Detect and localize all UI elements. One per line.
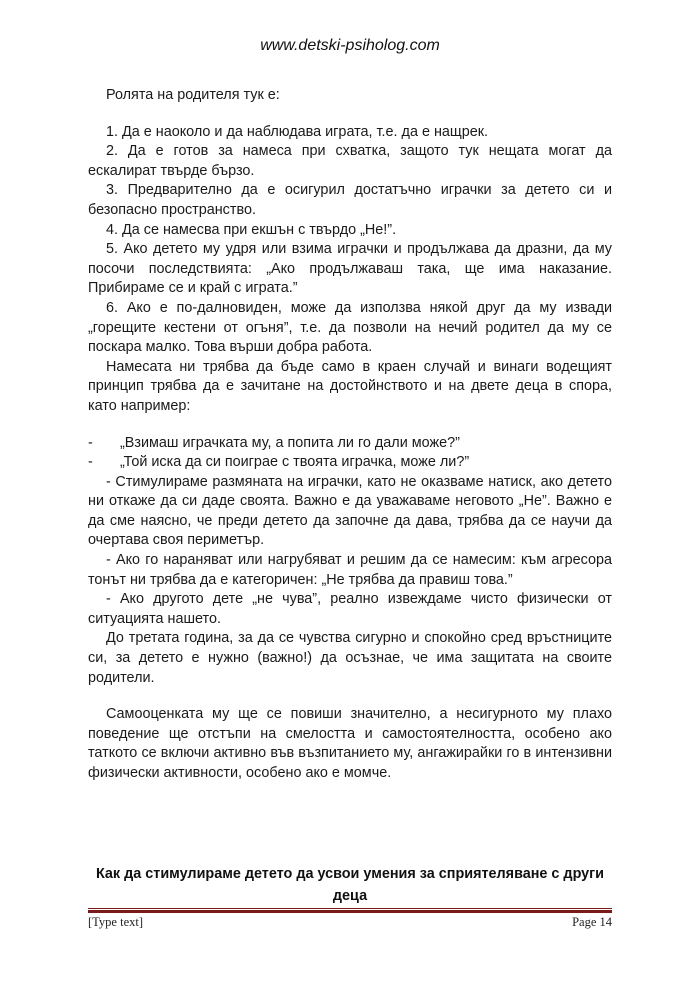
- dash-item: [88, 551, 612, 590]
- dash-marker: -: [106, 473, 116, 490]
- intervention-paragraph: Намесата ни трябва да бъде само в краен случай и винаги водещият принцип трябва да е зачитане на достойнството и на двете деца в спора, като например:: [88, 358, 612, 414]
- intro-line: Ролята на родителя тук е:: [106, 87, 280, 103]
- footer-placeholder-text: [Type text]: [88, 915, 144, 929]
- footer-rule: [88, 910, 612, 913]
- spacer: [88, 688, 612, 705]
- numbered-item: 1. Да е наоколо и да наблюдава играта, т.е. да е нащрек.: [106, 123, 489, 140]
- dash-marker: -: [88, 434, 93, 451]
- dash-item-text: Ако го нараняват или нагрубяват и решим да се намесим: към агресора тонът ни трябва да е категоричен: „Не трябва да правиш това.”: [88, 552, 612, 588]
- dash-item-text: Стимулираме размяната на играчки, като не оказваме натиск, ако детето ни откаже да си даде своята. Важно е да уважаваме неговото „Не”. Важно е да сме наясно, че преди детето да започне да дава, трябва да се научи да очертава своя периметър.: [88, 473, 612, 549]
- dash-item: [88, 434, 612, 454]
- dash-marker: -: [88, 454, 93, 471]
- dash-item: [88, 590, 612, 629]
- numbered-item: 3. Предварително да е осигурил достатъчно играчки за детето си и безопасно пространство.: [88, 182, 612, 218]
- dash-marker: -: [106, 591, 120, 608]
- spacer: [88, 417, 612, 434]
- dash-item: [88, 473, 612, 551]
- footer-rule: [88, 908, 612, 909]
- section-heading: Как да стимулираме детето да усвои умения за сприятеляване с други деца: [95, 866, 605, 904]
- page-number: Page 14: [572, 915, 612, 929]
- numbered-item: 4. Да се намесва при екшън с твърдо „Не!”.: [106, 221, 397, 238]
- numbered-item: 2. Да е готов за намеса при схватка, защото тук нещата могат да ескалират твърде бързо.: [88, 143, 612, 179]
- numbered-item: 6. Ако е по-далновиден, може да използва някой друг да му извади „горещите кестени от огъня”, т.е. да позволи на нечий родител да му се поскара малко. Това върши добра работа.: [88, 299, 612, 356]
- header-url: www.detski-psiholog.com: [260, 37, 440, 54]
- body-text: [88, 86, 612, 784]
- self-esteem-paragraph: Самооценката му ще се повиши значително, а несигурното му плахо поведение ще отстъпи на смелостта и самостоятелността, особено ако таткото се включи активно във възпитанието му, ангажирайки го в интензивни физически активности, особено ако е момче.: [88, 706, 612, 781]
- dash-item-text: Ако другото дете „не чува”, реално извеждаме чисто физически от ситуацията нашето.: [88, 591, 613, 627]
- dash-item: [88, 453, 612, 473]
- dash-item-text: „Той иска да си поиграе с твоята играчка, може ли?”: [120, 454, 470, 471]
- third-year-paragraph: До третата година, за да се чувства сигурно и спокойно сред връстниците си, за детето е нужно (важно!) да осъзнае, че има защитата на своите родители.: [88, 630, 612, 686]
- dash-item-text: „Взимаш играчката му, а попита ли го дали може?”: [120, 434, 460, 451]
- numbered-item: 5. Ако детето му удря или взима играчки и продължава да дразни, да му посочи последствията: „Ако продължаваш така, ще има наказание. Прибираме се и край с играта.”: [88, 241, 612, 297]
- dash-marker: -: [106, 552, 116, 569]
